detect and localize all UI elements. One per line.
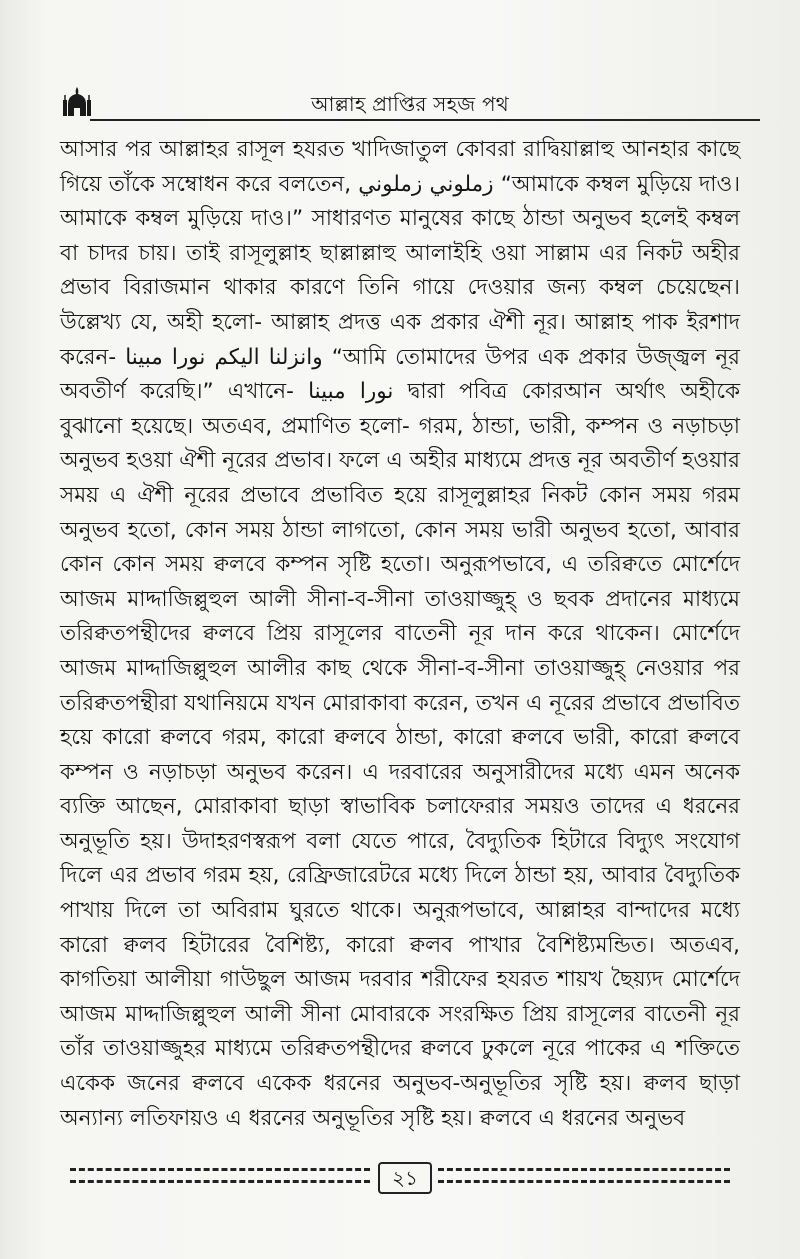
footer-divider-right-top: [438, 1168, 730, 1171]
footer-divider-right-bottom: [438, 1180, 730, 1183]
running-header: [60, 86, 760, 126]
footer-divider-left-top: [70, 1168, 370, 1171]
header-divider: [90, 119, 760, 121]
book-title: আল্লাহ প্রাপ্তির সহজ পথ: [311, 92, 509, 116]
footer-divider-left-bottom: [70, 1180, 370, 1183]
page-number: ২১: [378, 1162, 432, 1194]
body-paragraph: আসার পর আল্লাহর রাসূল হযরত খাদিজাতুল কোবরা রাদ্বিয়াল্লাহু আনহার কাছে গিয়ে তাঁকে সম্বোধন করে বলতেন, زملوني زملوني “আমাকে কম্বল মুড়িয়ে দাও। আমাকে কম্বল মুড়িয়ে দাও।” সাধারণত মানুষের কাছে ঠান্ডা অনুভব হলেই কম্বল বা চাদর চায়। তাই রাসূলুল্লাহ ছাল্লাল্লাহু আলাইহি ওয়া সাল্লাম এর নিকট অহীর প্রভাব বিরাজমান থাকার কারণে তিনি গায়ে দেওয়ার জন্য কম্বল চেয়েছেন। উল্লেখ্য যে, অহী হলো- আল্লাহ প্রদত্ত এক প্রকার ঐশী নূর। আল্লাহ পাক ইরশাদ করেন- وانزلنا اليكم نورا مبينا “আমি তোমাদের উপর এক প্রকার উজ্জ্বল নূর অবতীর্ণ করেছি।” এখানে- نورا مبينا দ্বারা পবিত্র কোরআন অর্থাৎ অহীকে বুঝানো হয়েছে। অতএব, প্রমাণিত হলো- গরম, ঠান্ডা, ভারী, কম্পন ও নড়াচড়া অনুভব হওয়া ঐশী নূরের প্রভাব। ফলে এ অহীর মাধ্যমে প্রদত্ত নূর অবতীর্ণ হওয়ার সময় এ ঐশী নূরের প্রভাবে প্রভাবিত হয়ে রাসূলুল্লাহর নিকট কোন সময় গরম অনুভব হতো, কোন সময় ঠান্ডা লাগতো, কোন সময় ভারী অনুভব হতো, আবার কোন কোন সময় ক্বলবে কম্পন সৃষ্টি হতো। অনুরূপভাবে, এ তরিক্বতে মোর্শেদে আজম মাদ্দাজিল্লুহুল আলী সীনা-ব-সীনা তাওয়াজ্জুহ্ ও ছবক প্রদানের মাধ্যমে তরিক্বতপন্থীদের ক্বলবে প্রিয় রাসূলের বাতেনী নূর দান করে থাকেন। মোর্শেদে আজম মাদ্দাজিল্লুহুল আলীর কাছ থেকে সীনা-ব-সীনা তাওয়াজ্জুহ্ নেওয়ার পর তরিক্বতপন্থীরা যথানিয়মে যখন মোরাকাবা করেন, তখন এ নূরের প্রভাবে প্রভাবিত হয়ে কারো ক্বলবে গরম, কারো ক্বলবে ঠান্ডা, কারো ক্বলবে ভারী, কারো ক্বলবে কম্পন ও নড়াচড়া অনুভব করেন। এ দরবারের অনুসারীদের মধ্যে এমন অনেক ব্যক্তি আছেন, মোরাকাবা ছাড়া স্বাভাবিক চলাফেরার সময়ও তাদের এ ধরনের অনুভূতি হয়। উদাহরণস্বরূপ বলা যেতে পারে, বৈদ্যুতিক হিটারে বিদ্যুৎ সংযোগ দিলে এর প্রভাব গরম হয়, রেফ্রিজারেটরে মধ্যে দিলে ঠান্ডা হয়, আবার বৈদ্যুতিক পাখায় দিলে তা অবিরাম ঘুরতে থাকে। অনুরূপভাবে, আল্লাহর বান্দাদের মধ্যে কারো ক্বলব হিটারের বৈশিষ্ট্য, কারো ক্বলব পাখার বৈশিষ্ট্যমন্ডিত। অতএব, কাগতিয়া আলীয়া গাউছুল আজম দরবার শরীফের হযরত শায়খ ছৈয়্যদ মোর্শেদে আজম মাদ্দাজিল্লুহুল আলী সীনা মোবারকে সংরক্ষিত প্রিয় রাসূলের বাতেনী নূর তাঁর তাওয়াজ্জুহর মাধ্যমে তরিক্বতপন্থীদের ক্বলবে ঢুকলে নূরে পাকের এ শক্তিতে একেক জনের ক্বলবে একেক ধরনের অনুভব-অনুভূতির সৃষ্টি হয়। ক্বলব ছাড়া অন্যান্য লতিফায়ও এ ধরনের অনুভূতির সৃষ্টি হয়। ক্বলবে এ ধরনের অনুভব: [60, 137, 741, 1131]
page-footer: [70, 1160, 730, 1196]
page-body: [60, 133, 740, 1136]
